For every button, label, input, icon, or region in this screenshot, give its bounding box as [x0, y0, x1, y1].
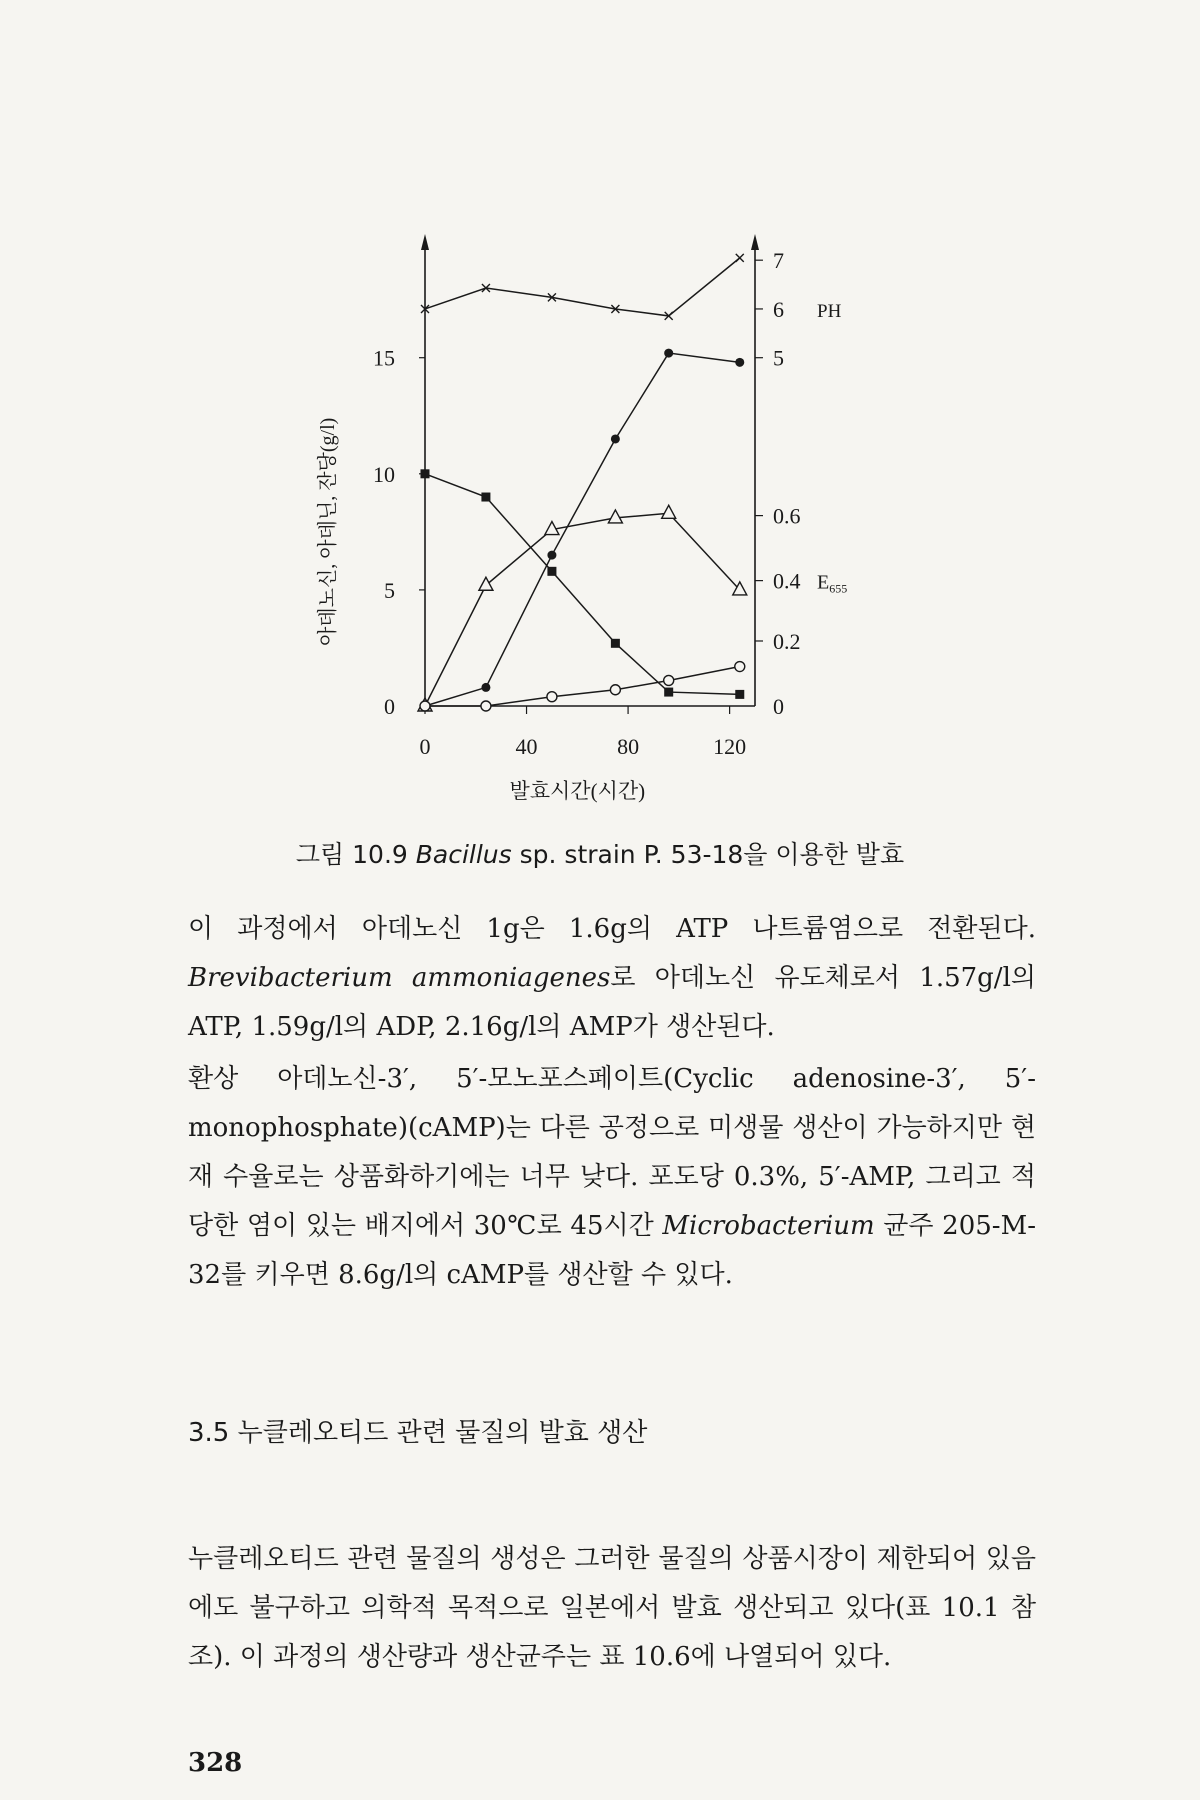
- y-right-e-tick-label: 0.4: [773, 568, 801, 594]
- e655-point: [662, 505, 676, 518]
- left-axis-arrow: [421, 234, 429, 250]
- y-right-e-tick-label: 0: [773, 694, 784, 719]
- figure-caption: [0, 835, 1200, 871]
- paragraph1-species: Brevibacterium ammoniagenes: [188, 963, 611, 993]
- paragraph1-text-a: 이 과정에서 아데노신 1g은 1.6g의 ATP 나트륨염으로 전환된다.: [188, 914, 1036, 944]
- adenine-point: [610, 685, 620, 695]
- y-right-ph-label: PH: [817, 300, 842, 322]
- adenine-point: [664, 675, 674, 685]
- paragraph2-text-a: 환상 아데노신-3′, 5′-모노포스페이트(Cyclic adenosine-3′, 5′-monophosphate)(cAMP)는 다른 공정으로 미생물 생산이 가능하지만 현재 수율로는 상품화하기에는 너무 낮다. 포도당 0.3%, 5′-AMP, 그리고 적당한 염이 있는 배지에서 30℃로 45시간: [188, 1064, 1036, 1241]
- series-line: [425, 513, 740, 706]
- caption-species: Bacillus: [415, 840, 512, 869]
- series-line: [425, 353, 740, 706]
- adenosine-point: [547, 551, 556, 560]
- sugar-point: [547, 567, 556, 576]
- fermentation-chart: [290, 230, 950, 810]
- adenine-point: [547, 692, 557, 702]
- series-line: [425, 474, 740, 695]
- adenosine-point: [611, 434, 620, 443]
- series-line: [425, 667, 740, 706]
- sugar-point: [664, 688, 673, 697]
- y-right-e-tick-label: 0.2: [773, 628, 801, 654]
- paragraph-nucleotide: 누클레오티드 관련 물질의 생성은 그러한 물질의 상품시장이 제한되어 있음에도 불구하고 의학적 목적으로 일본에서 발효 생산되고 있다(표 10.1 참조). 이 과정의 생산량과 생산균주는 표 10.6에 나열되어 있다.: [188, 1544, 1036, 1672]
- paragraph-atp-conversion: [188, 905, 1036, 1052]
- y-right-ph-tick-label: 5: [773, 345, 784, 371]
- sugar-point: [611, 639, 620, 648]
- paragraph1-text-b: 로 아데노신 유도체로서 1.57g/l의 ATP, 1.59g/l의 ADP, 2.16g/l의 AMP가 생산된다.: [188, 963, 1036, 1042]
- series-line: [425, 258, 740, 316]
- ph-point: [736, 254, 744, 262]
- adenosine-point: [735, 358, 744, 367]
- y-left-tick-label: 15: [373, 345, 395, 371]
- y-left-axis-label: 아데노신, 아데닌, 잔당(g/l): [317, 417, 339, 647]
- page-number: 328: [188, 1748, 243, 1778]
- caption-prefix: 그림 10.9: [295, 840, 416, 869]
- y-right-e-tick-label: 0.6: [773, 503, 801, 529]
- x-axis-label: 발효시간(시간): [509, 779, 646, 803]
- x-tick-label: 80: [617, 734, 640, 759]
- y-left-tick-label: 0: [384, 694, 395, 719]
- y-left-tick-label: 5: [384, 577, 395, 603]
- sugar-point: [735, 690, 744, 699]
- right-axis-arrow: [751, 234, 759, 250]
- sugar-point: [421, 469, 430, 478]
- adenosine-point: [481, 683, 490, 692]
- adenine-point: [420, 701, 430, 711]
- y-right-ph-tick-label: 7: [773, 248, 784, 274]
- y-left-tick-label: 10: [373, 461, 395, 487]
- x-tick-label: 0: [419, 734, 431, 759]
- y-right-ph-tick-label: 6: [773, 296, 784, 322]
- adenosine-point: [664, 349, 673, 358]
- paragraph2-text-b: 균주 205-M-32를 키우면 8.6g/l의 cAMP를 생산할 수 있다.: [188, 1211, 1036, 1290]
- x-tick-label: 40: [515, 734, 538, 759]
- adenine-point: [735, 662, 745, 672]
- paragraph-camp: [188, 1055, 1036, 1300]
- x-tick-label: 120: [713, 734, 747, 759]
- e655-point: [479, 577, 493, 590]
- section-title: 3.5 누클레오티드 관련 물질의 발효 생산: [188, 1418, 648, 1448]
- adenine-point: [481, 701, 491, 711]
- caption-suffix: sp. strain P. 53-18을 이용한 발효: [511, 840, 905, 869]
- paragraph2-species: Microbacterium: [662, 1211, 875, 1241]
- y-right-e-label: $E_{655}$: [817, 571, 848, 596]
- sugar-point: [481, 493, 490, 502]
- e655-point: [608, 510, 622, 523]
